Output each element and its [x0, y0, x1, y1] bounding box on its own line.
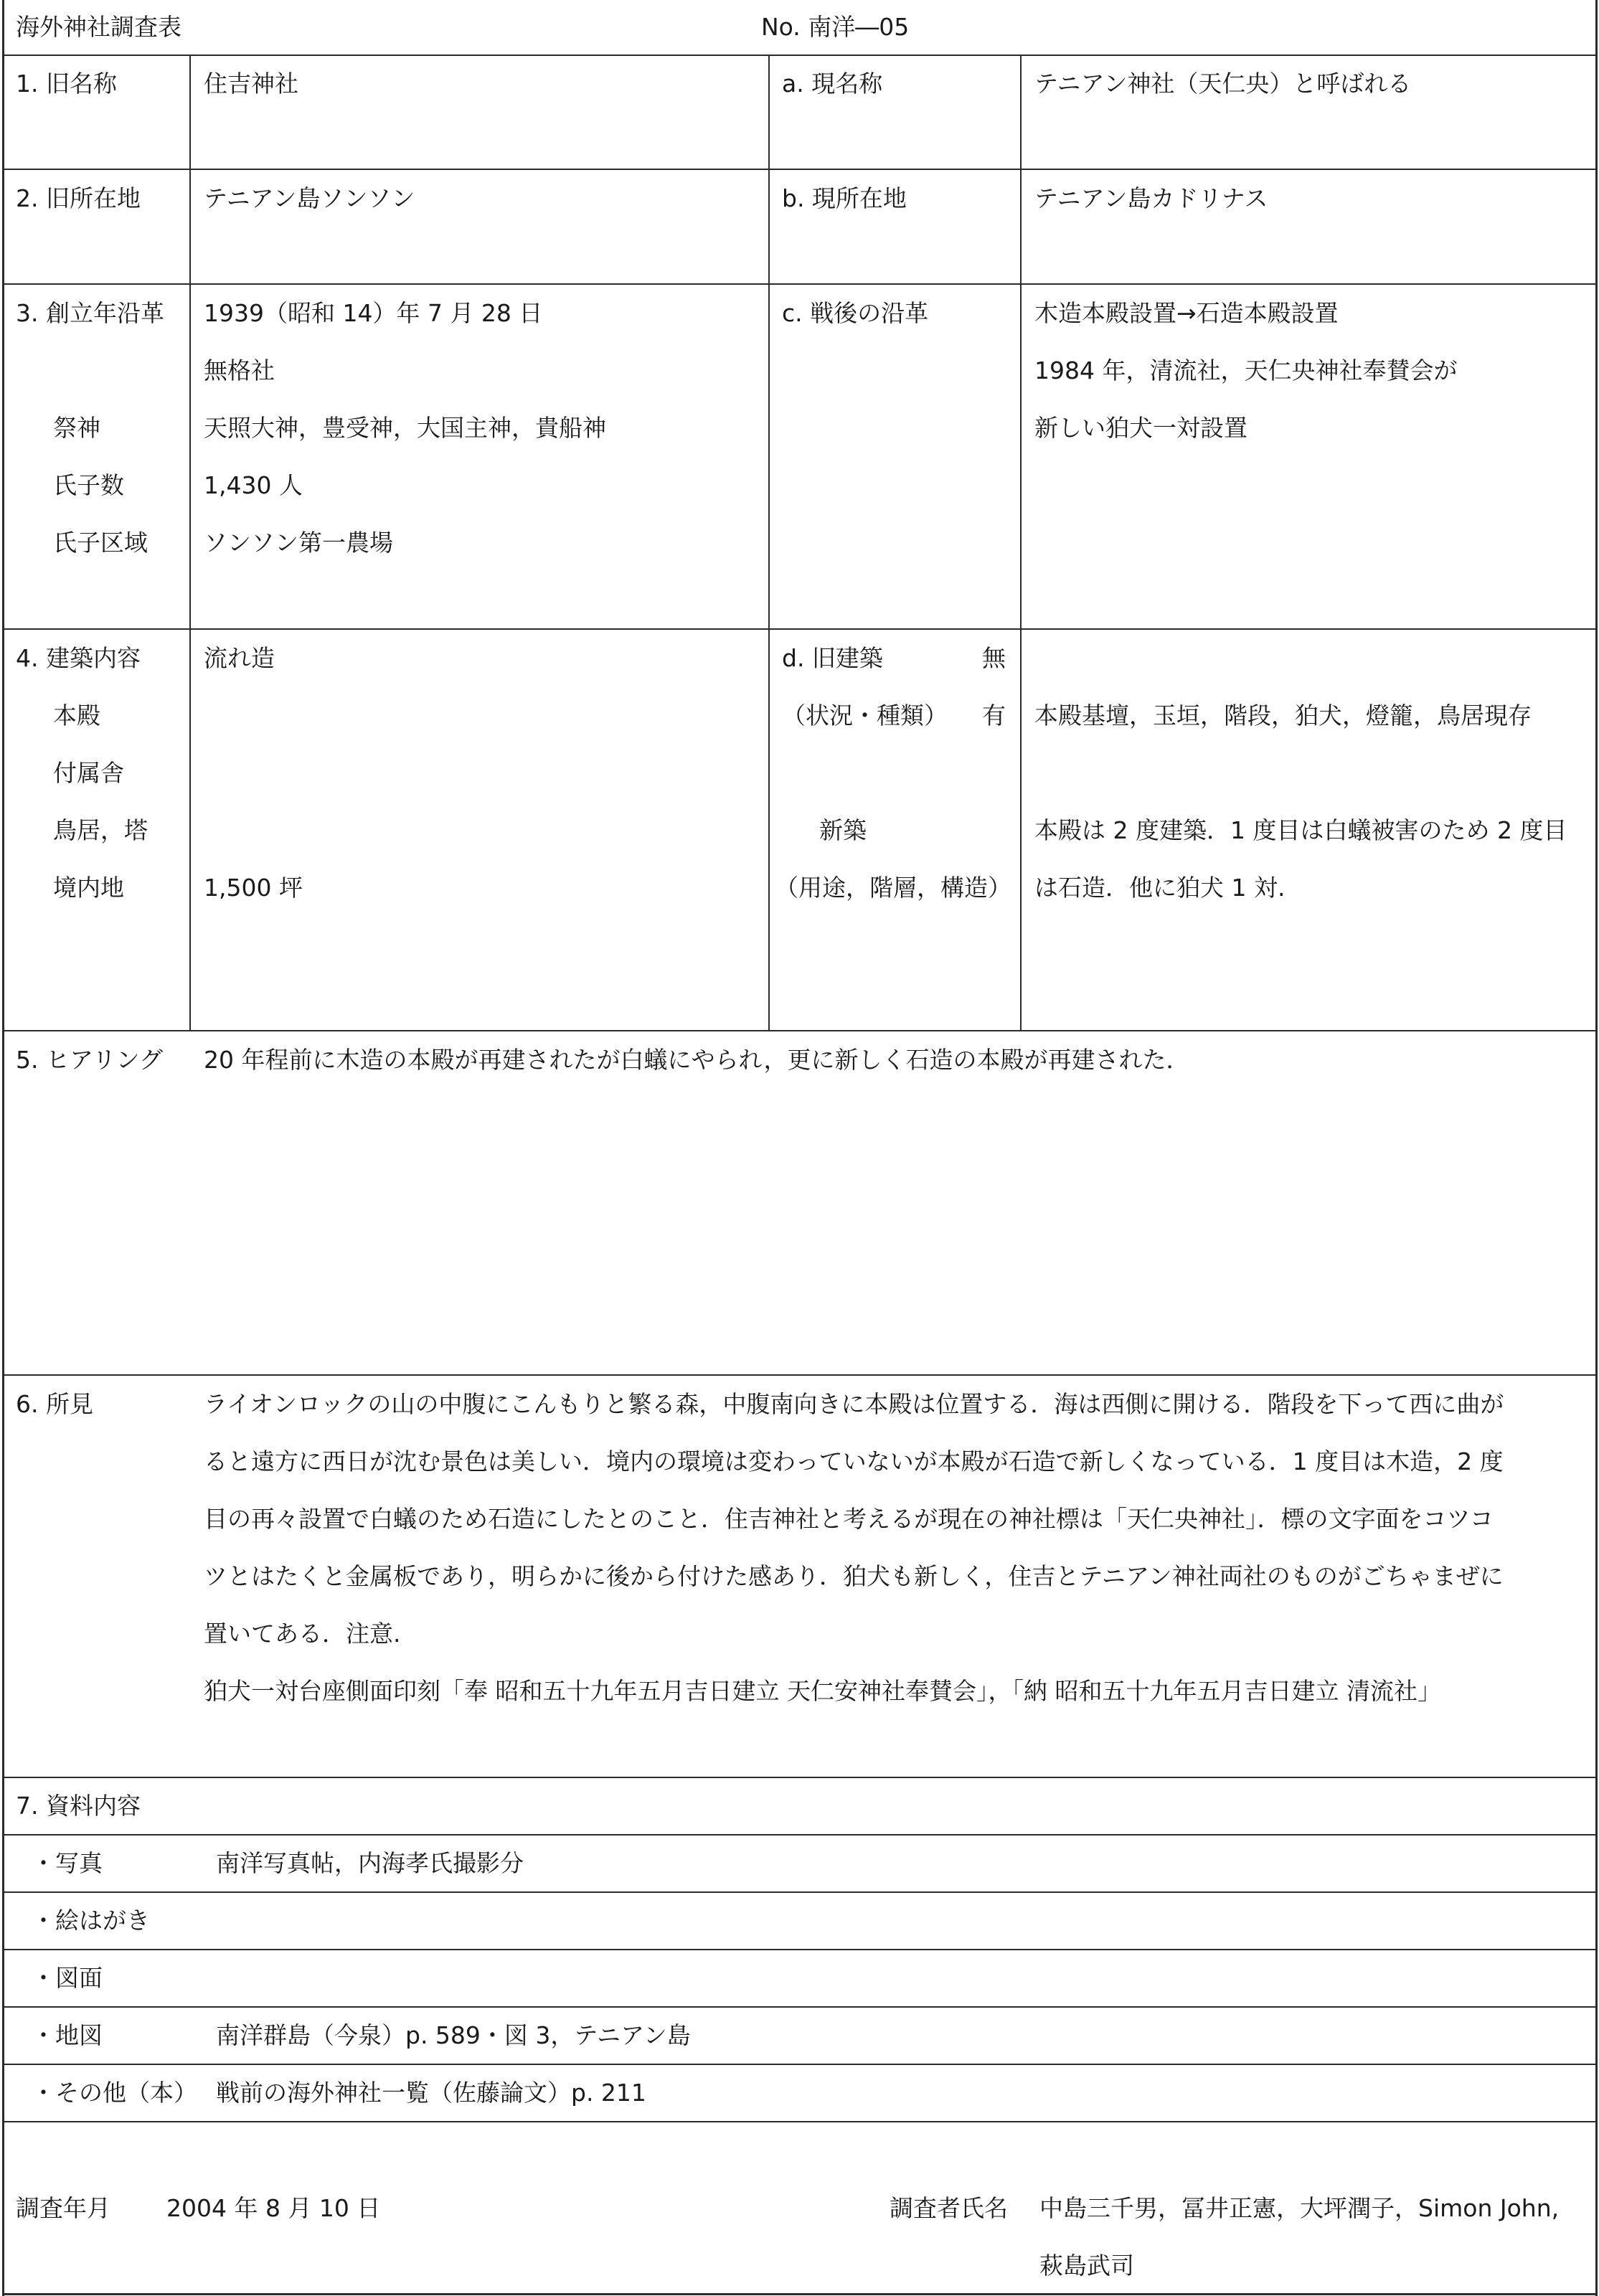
- observation-line-4: ツとはたくと金属板であり，明らかに後から付けた感あり．狛犬も新しく，住吉とテニアン神社両社のものがごちゃまぜに: [204, 1562, 1504, 1590]
- precinct-area-value: 1,500 坪: [204, 874, 303, 902]
- precinct-label: 境内地: [53, 874, 124, 902]
- hearing-label: 5. ヒアリング: [16, 1046, 163, 1074]
- architecture-note-line-1: 本殿基壇，玉垣，階段，狛犬，燈籠，鳥居現存: [1034, 701, 1532, 729]
- founding-date-value: 1939（昭和 14）年 7 月 28 日: [204, 299, 543, 327]
- new-building-use: （用途，階層，構造）: [775, 874, 1011, 902]
- observation-line-1: ライオンロックの山の中腹にこんもりと繁る森，中腹南向きに本殿は位置する．海は西側に開ける．階段を下って西に曲が: [204, 1390, 1504, 1418]
- col-rule-2: [768, 55, 770, 1031]
- architecture-note-line-2: 本殿は 2 度建築．1 度目は白蟻被害のため 2 度目: [1034, 816, 1567, 844]
- col-rule-1: [189, 55, 191, 1031]
- parish-area-label: 氏子区域: [53, 529, 148, 557]
- rule-item5: [2, 2121, 1598, 2122]
- shrine-rank-value: 無格社: [204, 356, 275, 384]
- materials-photo-value: 南洋写真帖，内海孝氏撮影分: [216, 1849, 524, 1877]
- hearing-value: 20 年程前に木造の本殿が再建されたが白蟻にやられ，更に新しく石造の本殿が再建された．: [204, 1046, 1190, 1074]
- postwar-history-line-1: 木造本殿設置→石造本殿設置: [1034, 299, 1339, 327]
- new-building-label: 新築: [819, 816, 867, 844]
- rule-row4: [2, 1030, 1598, 1031]
- outer-border-bottom: [2, 2293, 1598, 2295]
- old-building-label: d. 旧建築: [782, 644, 883, 672]
- deity-value: 天照大神，豊受神，大国主神，貴船神: [204, 414, 606, 442]
- auxiliary-building-label: 付属舎: [53, 759, 124, 787]
- architecture-style-value: 流れ造: [204, 644, 275, 672]
- old-location-value: テニアン島ソンソン: [204, 184, 415, 212]
- col-rule-3: [1020, 55, 1022, 1031]
- parish-area-value: ソンソン第一農場: [204, 529, 393, 557]
- investigator-names-line-1: 中島三千男，冨井正憲，大坪潤子，Simon John,: [1039, 2194, 1560, 2222]
- old-building-status: （状況・種類）: [782, 701, 948, 729]
- current-location-label: b. 現所在地: [782, 184, 907, 212]
- old-building-exists: 有: [982, 701, 1006, 729]
- rule-item4: [2, 2064, 1598, 2065]
- observation-line-6: 狛犬一対台座側面印刻「奉 昭和五十九年五月吉日建立 天仁安神社奉賛会」，「納 昭和五十九年五月吉日建立 清流社」: [204, 1677, 1441, 1705]
- rule-row6: [2, 1777, 1598, 1778]
- materials-other-label: ・その他（本）: [32, 2079, 197, 2107]
- founding-label: 3. 創立年沿革: [16, 299, 164, 327]
- observation-line-3: 目の再々設置で白蟻のため石造にしたとのこと．住吉神社と考えるが現在の神社標は「天仁央神社」．標の文字面をコツコ: [204, 1505, 1494, 1533]
- materials-postcard-label: ・絵はがき: [32, 1907, 150, 1934]
- survey-date-label: 調査年月: [16, 2194, 110, 2222]
- postwar-history-line-3: 新しい狛犬一対設置: [1034, 414, 1247, 442]
- postwar-history-label: c. 戦後の沿革: [782, 299, 929, 327]
- observation-line-5: 置いてある．注意.: [204, 1620, 401, 1648]
- architecture-note-line-3: は石造．他に狛犬 1 対.: [1034, 874, 1286, 902]
- rule-header: [2, 55, 1598, 56]
- rule-row5: [2, 1374, 1598, 1376]
- rule-item1: [2, 1891, 1598, 1893]
- document-number: No. 南洋―05: [761, 13, 910, 41]
- rule-row2: [2, 283, 1598, 285]
- old-location-label: 2. 旧所在地: [16, 184, 141, 212]
- rule-item2: [2, 1949, 1598, 1950]
- survey-date-value: 2004 年 8 月 10 日: [166, 2194, 381, 2222]
- rule-row1: [2, 169, 1598, 170]
- observation-line-2: ると遠方に西日が沈む景色は美しい．境内の環境は変わっていないが本殿が石造で新しくなっている．1 度目は木造，2 度: [204, 1447, 1504, 1475]
- rule-row3: [2, 628, 1598, 630]
- observation-label: 6. 所見: [16, 1390, 93, 1418]
- investigator-names-line-2: 萩島武司: [1039, 2252, 1134, 2280]
- materials-label: 7. 資料内容: [16, 1792, 141, 1820]
- materials-photo-label: ・写真: [32, 1849, 103, 1877]
- deity-label: 祭神: [53, 414, 100, 442]
- old-name-label: 1. 旧名称: [16, 70, 117, 98]
- materials-drawing-label: ・図面: [32, 1964, 103, 1992]
- postwar-history-line-2: 1984 年，清流社，天仁央神社奉賛会が: [1034, 356, 1458, 384]
- main-hall-label: 本殿: [53, 701, 100, 729]
- torii-tower-label: 鳥居，塔: [53, 816, 148, 844]
- old-name-value: 住吉神社: [204, 70, 298, 98]
- outer-border-right: [1595, 0, 1598, 2296]
- rule-item3: [2, 2006, 1598, 2008]
- parishioner-count-value: 1,430 人: [204, 471, 303, 499]
- materials-map-label: ・地図: [32, 2021, 103, 2049]
- architecture-label: 4. 建築内容: [16, 644, 141, 672]
- old-building-none: 無: [982, 644, 1006, 672]
- outer-border-left: [2, 0, 4, 2296]
- document-title: 海外神社調査表: [16, 13, 181, 41]
- current-name-value: テニアン神社（天仁央）と呼ばれる: [1034, 70, 1412, 98]
- current-location-value: テニアン島カドリナス: [1034, 184, 1268, 212]
- materials-other-value: 戦前の海外神社一覧（佐藤論文）p. 211: [216, 2079, 646, 2107]
- materials-map-value: 南洋群島（今泉）p. 589・図 3，テニアン島: [216, 2021, 691, 2049]
- parishioner-count-label: 氏子数: [53, 471, 124, 499]
- rule-row7-head: [2, 1834, 1598, 1836]
- current-name-label: a. 現名称: [782, 70, 883, 98]
- investigator-label: 調査者氏名: [890, 2194, 1008, 2222]
